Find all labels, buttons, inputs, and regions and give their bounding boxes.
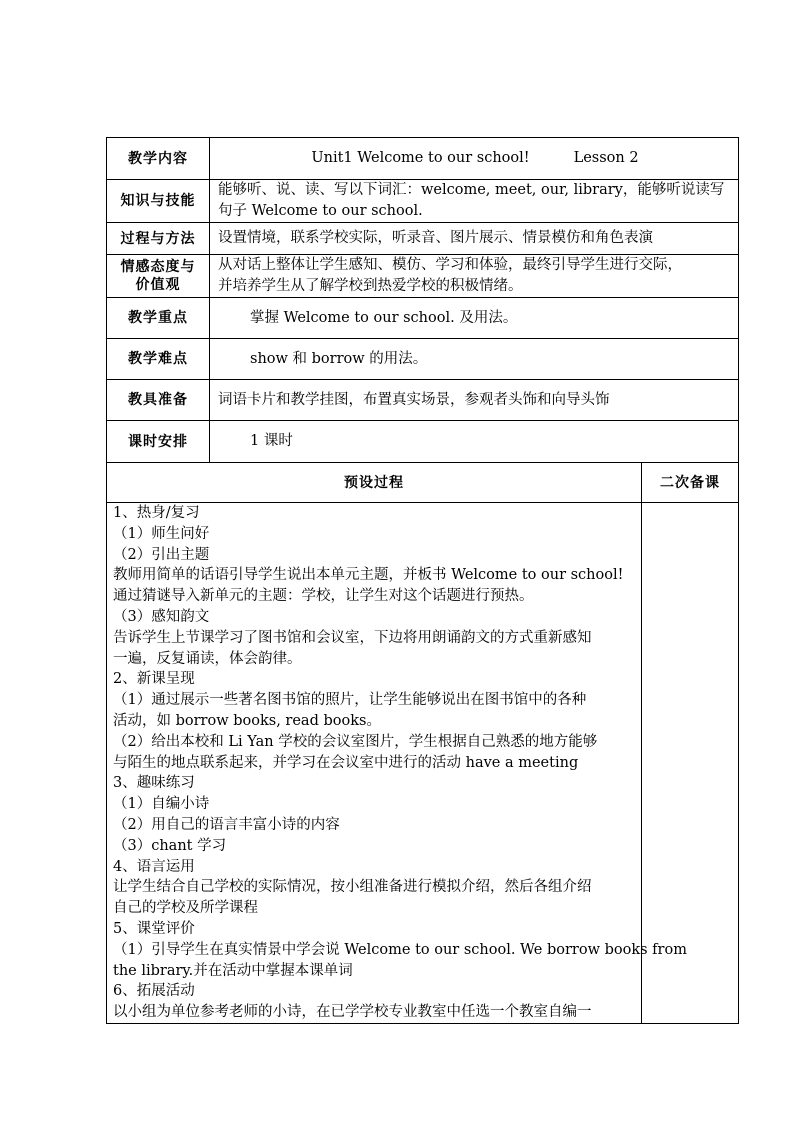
process-line: 以小组为单位参考老师的小诗，在已学学校专业教室中任选一个教室自编一 xyxy=(113,1004,592,1021)
process-line: the library.并在活动中掌握本课单词 xyxy=(113,962,353,979)
value-key-points: 掌握 Welcome to our school. 及用法。 xyxy=(210,298,739,339)
process-line: （1）引导学生在真实情景中学会说 Welcome to our school. We borrow books from xyxy=(113,941,687,958)
lesson-title: Lesson 2 xyxy=(573,150,639,166)
process-line: 让学生结合自己学校的实际情况，按小组准备进行模拟介绍，然后各组介绍 xyxy=(113,879,592,896)
label-class-hours: 课时安排 xyxy=(107,421,210,463)
label-attitude-values xyxy=(107,255,210,298)
process-line: 活动，如 borrow books, read books。 xyxy=(113,712,381,729)
process-line: （1）自编小诗 xyxy=(113,796,210,813)
header-secondary-prep: 二次备课 xyxy=(642,463,739,503)
process-line: 2、新课呈现 xyxy=(113,671,195,688)
row-key-points xyxy=(107,298,739,339)
process-line: （2）引出主题 xyxy=(113,546,210,563)
knowledge-line-2: 句子 Welcome to our school. xyxy=(218,203,423,219)
row-teaching-aids xyxy=(107,380,739,421)
process-line: 自己的学校及所学课程 xyxy=(113,900,258,917)
knowledge-line-1: 能够听、说、读、写以下词汇：welcome, meet, our, library，能够听说读写 xyxy=(218,182,725,198)
process-line: （2）用自己的语言丰富小诗的内容 xyxy=(113,816,340,833)
process-line: 与陌生的地点联系起来，并学习在会议室中进行的活动 have a meeting xyxy=(113,754,579,771)
row-process-body xyxy=(107,503,739,1024)
label-attitude-line-1: 情感态度与 xyxy=(120,259,196,275)
label-knowledge-skills: 知识与技能 xyxy=(107,180,210,223)
process-line: 教师用简单的话语引导学生说出本单元主题，并板书 Welcome to our school! xyxy=(113,567,624,584)
process-line: 通过猜谜导入新单元的主题：学校，让学生对这个话题进行预热。 xyxy=(113,588,534,605)
process-line: （3）chant 学习 xyxy=(113,837,227,854)
row-process-header xyxy=(107,463,739,503)
value-teaching-content xyxy=(210,138,739,180)
attitude-line-2: 并培养学生从了解学校到热爱学校的积极情绪。 xyxy=(218,278,523,294)
row-class-hours xyxy=(107,421,739,463)
process-line: （1）师生问好 xyxy=(113,525,210,542)
attitude-line-1: 从对话上整体让学生感知、模仿、学习和体验，最终引导学生进行交际， xyxy=(218,257,682,273)
process-line: 4、语言运用 xyxy=(113,858,195,875)
label-process-method: 过程与方法 xyxy=(107,223,210,255)
row-difficult-points xyxy=(107,339,739,380)
row-process-method xyxy=(107,223,739,255)
label-teaching-aids: 教具准备 xyxy=(107,380,210,421)
value-difficult-points: show 和 borrow 的用法。 xyxy=(210,339,739,380)
process-line: （3）感知韵文 xyxy=(113,608,210,625)
value-class-hours: 1 课时 xyxy=(210,421,739,463)
process-line: 告诉学生上节课学习了图书馆和会议室，下边将用朗诵韵文的方式重新感知 xyxy=(113,629,592,646)
label-teaching-content: 教学内容 xyxy=(107,138,210,180)
row-attitude-values xyxy=(107,255,739,298)
process-content xyxy=(107,503,687,1024)
process-line: 一遍，反复诵读，体会韵律。 xyxy=(113,650,302,667)
process-line: 3、趣味练习 xyxy=(113,775,195,792)
lesson-plan-table xyxy=(106,137,739,1024)
header-preset-process: 预设过程 xyxy=(107,463,642,503)
row-knowledge-skills xyxy=(107,180,739,223)
value-teaching-aids: 词语卡片和教学挂图，布置真实场景，参观者头饰和向导头饰 xyxy=(210,380,739,421)
row-teaching-content xyxy=(107,138,739,180)
process-line: （1）通过展示一些著名图书馆的照片，让学生能够说出在图书馆中的各种 xyxy=(113,692,587,709)
label-difficult-points: 教学难点 xyxy=(107,339,210,380)
unit-title: Unit1 Welcome to our school! xyxy=(311,150,530,166)
process-line: 1、热身/复习 xyxy=(113,505,200,521)
label-key-points: 教学重点 xyxy=(107,298,210,339)
value-knowledge-skills xyxy=(210,180,739,223)
process-line: 5、课堂评价 xyxy=(113,920,195,937)
value-process-method: 设置情境，联系学校实际，听录音、图片展示、情景模仿和角色表演 xyxy=(210,223,739,255)
label-attitude-line-2: 价值观 xyxy=(135,277,181,293)
process-line: （2）给出本校和 Li Yan 学校的会议室图片，学生根据自己熟悉的地方能够 xyxy=(113,733,598,750)
process-line: 6、拓展活动 xyxy=(113,983,195,1000)
value-attitude-values xyxy=(210,255,739,298)
